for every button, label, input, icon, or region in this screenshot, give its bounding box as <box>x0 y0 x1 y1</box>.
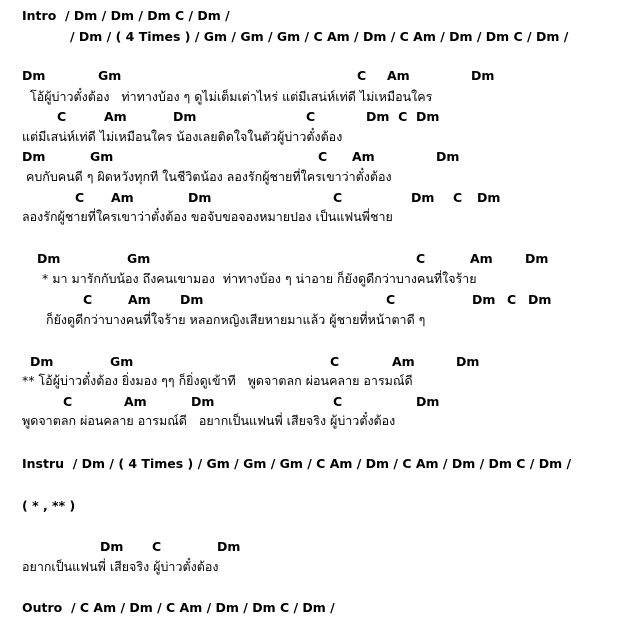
chorus2-lyric-1: ** โอ้ผู้บ่าวตั๋งต้อง ยิ่งมอง ๆๆ ก็ยิ่งดูเข้าที พูดจาตลก ผ่อนคลาย อารมณ์ดี <box>22 373 413 388</box>
chorus1-lyric-1: * มา มารักกับน้อง ถึงคนเขามอง ท่าทางบ้อง ๆ น่าอาย ก็ยังดูดีกว่าบางคนที่ใจร้าย <box>42 271 477 286</box>
chord: C <box>306 109 316 124</box>
repeat-marker: ( * , ** ) <box>22 498 76 513</box>
chord: Dm <box>37 251 61 266</box>
chorus2-chords-1 <box>0 356 620 370</box>
chord: Dm <box>217 539 241 554</box>
chorus1-chords-1 <box>0 253 620 267</box>
chord: Am <box>387 68 410 83</box>
chord: Dm C Dm <box>366 109 440 124</box>
chord: Dm <box>411 190 435 205</box>
chord: Am <box>111 190 134 205</box>
chord: Dm <box>436 149 460 164</box>
chord: Dm <box>191 394 215 409</box>
chord: Am <box>128 292 151 307</box>
verse1-chords-3 <box>0 151 620 165</box>
chord: Dm <box>471 68 495 83</box>
chorus2-lyric-2: พูดจาตลก ผ่อนคลาย อารมณ์ดี อยากเป็นแฟนพี่ เสียจริง ผู้บ่าวตั๋งต้อง <box>22 413 396 428</box>
ending-chords-1 <box>0 541 620 555</box>
chord: C <box>507 292 517 307</box>
chord: C <box>357 68 367 83</box>
verse1-lyric-2: แต่มีเสน่ห์เท่ดี ไม่เหมือนใคร น้องเลยติดใจในตัวผู้บ่าวตั๋งต้อง <box>22 129 343 144</box>
chord: C <box>333 394 343 409</box>
intro-line-1: Intro / Dm / Dm / Dm C / Dm / <box>22 8 230 23</box>
chord: C <box>333 190 343 205</box>
chord: Dm <box>525 251 549 266</box>
verse1-lyric-1: โอ้ผู้บ่าวตั๋งต้อง ท่าทางบ้อง ๆ ดูไม่เต็มเต่าไหร่ แต่มีเสน่ห์เท่ดี ไม่เหมือนใคร <box>30 89 433 104</box>
chorus1-chords-2 <box>0 294 620 308</box>
outro-line: Outro / C Am / Dm / C Am / Dm / Dm C / Dm / <box>22 600 335 615</box>
intro-line-2: / Dm / ( 4 Times ) / Gm / Gm / Gm / C Am / Dm / C Am / Dm / Dm C / Dm / <box>70 29 569 44</box>
ending-lyric-1: อยากเป็นแฟนพี่ เสียจริง ผู้บ่าวตั๋งต้อง <box>22 559 219 574</box>
chord: Dm <box>416 394 440 409</box>
chord: Gm <box>110 354 134 369</box>
chord: Dm <box>173 109 197 124</box>
chord: C <box>152 539 162 554</box>
chord: C <box>75 190 85 205</box>
chord: Dm <box>22 149 46 164</box>
chord: C <box>416 251 426 266</box>
chord: Am <box>104 109 127 124</box>
chord: C <box>453 190 463 205</box>
chord: Dm <box>472 292 496 307</box>
chord: Dm <box>456 354 480 369</box>
chord: Dm <box>30 354 54 369</box>
instru-line: Instru / Dm / ( 4 Times ) / Gm / Gm / Gm / C Am / Dm / C Am / Dm / Dm C / Dm / <box>22 456 572 471</box>
chord: C <box>330 354 340 369</box>
chord: Gm <box>127 251 151 266</box>
chord: Dm <box>180 292 204 307</box>
chord: Am <box>470 251 493 266</box>
chord: Gm <box>98 68 122 83</box>
chord: C <box>83 292 93 307</box>
chorus1-lyric-2: ก็ยังดูดีกว่าบางคนที่ใจร้าย หลอกหญิงเสียหายมาแล้ว ผู้ชายที่หน้าตาดี ๆ <box>46 312 426 327</box>
verse1-chords-2 <box>0 111 620 125</box>
chord: Am <box>124 394 147 409</box>
chord: Am <box>352 149 375 164</box>
chorus2-chords-2 <box>0 396 620 410</box>
chord: Dm <box>528 292 552 307</box>
chord: C <box>57 109 67 124</box>
verse1-lyric-4: ลองรักผู้ชายที่ใครเขาว่าตั๋งต้อง ขอจับขอจองหมายปอง เป็นแฟนพี่ชาย <box>22 209 393 224</box>
chord: Dm <box>188 190 212 205</box>
chord: C <box>386 292 396 307</box>
chord: Dm <box>100 539 124 554</box>
chord: Dm <box>477 190 501 205</box>
chord: C <box>63 394 73 409</box>
chord: Am <box>392 354 415 369</box>
chord: Gm <box>90 149 114 164</box>
verse1-chords-1 <box>0 70 620 84</box>
chord: Dm <box>22 68 46 83</box>
verse1-lyric-3: คบกับคนดี ๆ ผิดหวังทุกที ในชีวิตน้อง ลองรักผู้ชายที่ใครเขาว่าตั๋งต้อง <box>22 169 392 184</box>
verse1-chords-4 <box>0 192 620 206</box>
chord: C <box>318 149 328 164</box>
